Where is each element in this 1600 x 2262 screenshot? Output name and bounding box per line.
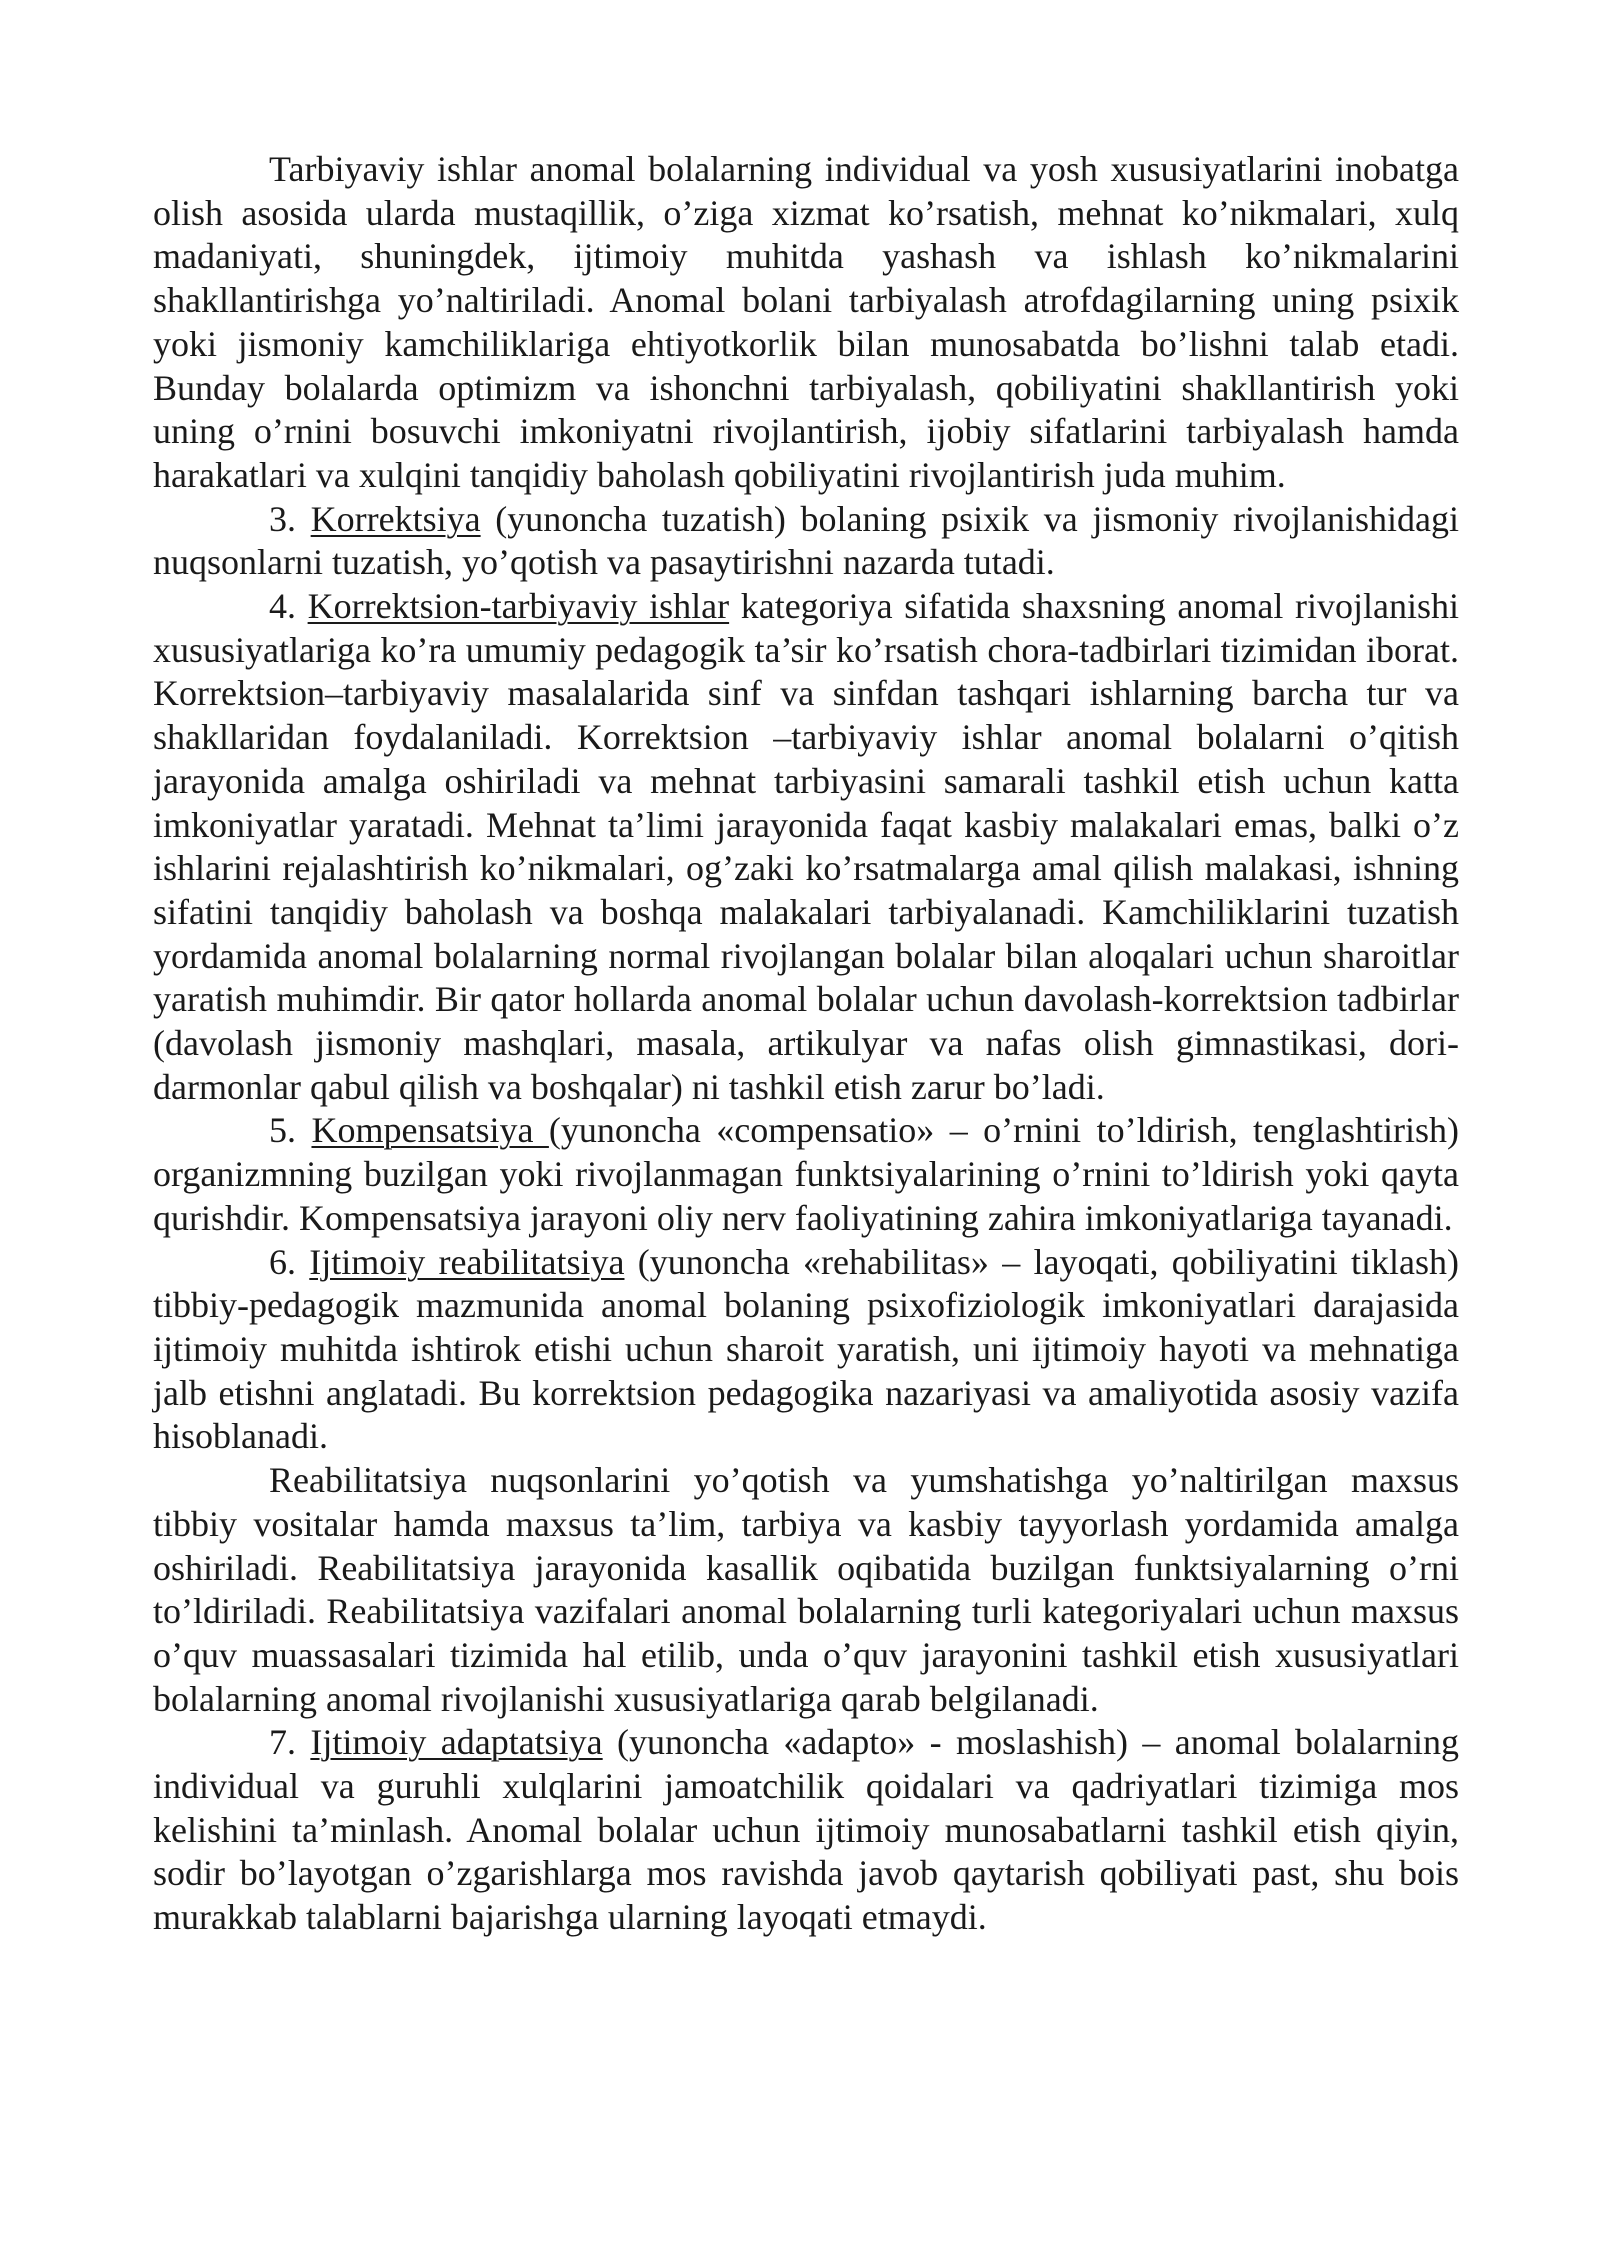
paragraph-tarbiyaviy-ishlar	[153, 148, 1459, 498]
paragraph-korrektsiya	[153, 498, 1459, 585]
paragraph-text: (yunoncha «rehabilitas» – layoqati, qobiliyatini tiklash) tibbiy-pedagogik mazmunida anomal bolaning psixofiziologik imkoniyatlari darajasida ijtimoiy muhitda ishtirok etishi uchun sharoit yaratish, uni ijtimoiy hayoti va mehnatiga jalb etishni anglatadi. Bu korrektsion pedagogika nazariyasi va amaliyotida asosiy vazifa hisoblanadi.	[153, 1241, 1459, 1457]
list-number: 5.	[269, 1110, 312, 1151]
document-page	[153, 148, 1459, 1940]
paragraph-ijtimoiy-reabilitatsiya	[153, 1241, 1459, 1460]
term-ijtimoiy-reabilitatsiya: Ijtimoiy reabilitatsiya	[309, 1241, 625, 1282]
paragraph-reabilitatsiya	[153, 1459, 1459, 1721]
paragraph-text: Reabilitatsiya nuqsonlarini yo’qotish va yumshatishga yo’naltirilgan maxsus tibbiy vositalar hamda maxsus ta’lim, tarbiya va kasbiy tayyorlash yordamida amalga oshiriladi. Reabilitatsiya jarayonida kasallik oqibatida buzilgan funktsiyalarning o’rni to’ldiriladi. Reabilitatsiya vazifalari anomal bolalarning turli kategoriyalari uchun maxsus o’quv muassasalari tizimida hal etilib, unda o’quv jarayonini tashkil etish xususiyatlari bolalarning anomal rivojlanishi xususiyatlariga qarab belgilanadi.	[153, 1460, 1459, 1719]
term-kompensatsiya: Kompensatsiya	[311, 1110, 549, 1151]
term-korrektsiya: Korrektsiya	[310, 498, 481, 539]
list-number: 3.	[269, 498, 311, 539]
list-number: 7.	[269, 1722, 311, 1763]
paragraph-text: (yunoncha «adapto» - moslashish) – anomal bolalarning individual va guruhli xulqlarini jamoatchilik qoidalari va qadriyatlari tizimiga mos kelishini ta’minlash. Anomal bolalar uchun ijtimoiy munosabatlarni tashkil etish qiyin, sodir bo’layotgan o’zgarishlarga mos ravishda javob qaytarish qobiliyati past, shu bois murakkab talablarni bajarishga ularning layoqati etmaydi.	[153, 1722, 1460, 1938]
paragraph-text: Tarbiyaviy ishlar anomal bolalarning individual va yosh xususiyatlarini inobatga olish asosida ularda mustaqillik, o’ziga xizmat ko’rsatish, mehnat ko’nikmalari, xulq madaniyati, shuningdek, ijtimoiy muhitda yashash va ishlash ko’nikmalarini shakllantirishga yo’naltiriladi. Anomal bolani tarbiyalash atrofdagilarning uning psixik yoki jismoniy kamchiliklariga ehtiyotkorlik bilan munosabatda bo’lishni talab etadi. Bunday bolalarda optimizm va ishonchni tarbiyalash, qobiliyatini shakllantirish yoki uning o’rnini bosuvchi imkoniyatni rivojlantirish, ijobiy sifatlarini tarbiyalash hamda harakatlari va xulqini tanqidiy baholash qobiliyatini rivojlantirish juda muhim.	[153, 149, 1459, 495]
term-ijtimoiy-adaptatsiya: Ijtimoiy adaptatsiya	[310, 1722, 603, 1763]
paragraph-kompensatsiya	[153, 1109, 1459, 1240]
list-number: 6.	[269, 1241, 310, 1282]
term-korrektsion-tarbiyaviy-ishlar: Korrektsion-tarbiyaviy ishlar	[307, 586, 730, 627]
paragraph-ijtimoiy-adaptatsiya	[153, 1721, 1459, 1940]
paragraph-text: (yunoncha «compensatio» – o’rnini to’ldirish, tenglashtirish) organizmning buzilgan yoki rivojlanmagan funktsiyalarining o’rnini to’ldirish yoki qayta qurishdir. Kompensatsiya jarayoni oliy nerv faoliyatining zahira imkoniyatlariga tayanadi.	[153, 1110, 1460, 1238]
paragraph-text: kategoriya sifatida shaxsning anomal rivojlanishi xususiyatlariga ko’ra umumiy pedagogik ta’sir ko’rsatish chora-tadbirlari tizimidan iborat. Korrektsion–tarbiyaviy masalalarida sinf va sinfdan tashqari ishlarning barcha tur va shakllaridan foydalaniladi. Korrektsion –tarbiyaviy ishlar anomal bolalarni o’qitish jarayonida amalga oshiriladi va mehnat tarbiyasini samarali tashkil etish uchun katta imkoniyatlar yaratadi. Mehnat ta’limi jarayonida faqat kasbiy malakalari emas, balki o’z ishlarini rejalashtirish ko’nikmalari, og’zaki ko’rsatmalarga amal qilish malakasi, ishning sifatini tanqidiy baholash va boshqa malakalari tarbiyalanadi. Kamchiliklarini tuzatish yordamida anomal bolalarning normal rivojlangan bolalar bilan aloqalari uchun sharoitlar yaratish muhimdir. Bir qator hollarda anomal bolalar uchun davolash-korrektsion tadbirlar (davolash jismoniy mashqlari, masala, artikulyar va nafas olish gimnastikasi, dori-darmonlar qabul qilish va boshqalar) ni tashkil etish zarur bo’ladi.	[153, 586, 1459, 1107]
list-number: 4.	[269, 586, 308, 627]
paragraph-korrektsion-tarbiyaviy-ishlar	[153, 585, 1459, 1109]
paragraph-text: (yunoncha tuzatish) bolaning psixik va jismoniy rivojlanishidagi nuqsonlarni tuzatish, yo’qotish va pasaytirishni nazarda tutadi.	[153, 498, 1459, 583]
